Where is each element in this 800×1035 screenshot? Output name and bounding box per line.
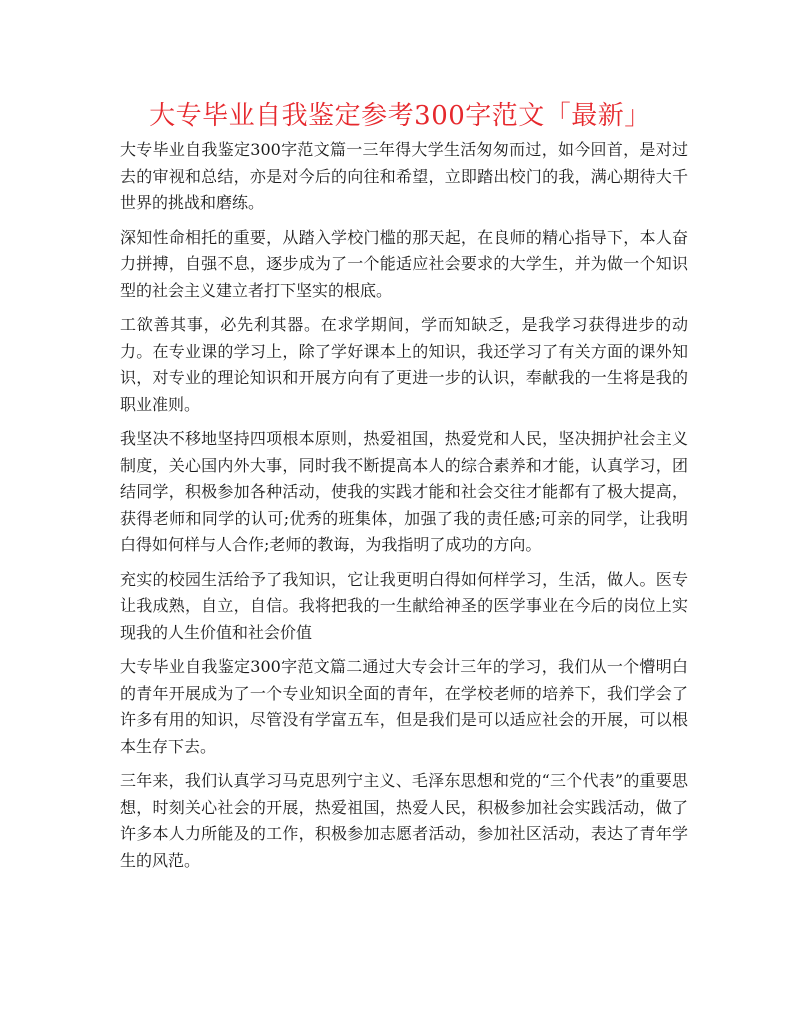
paragraph-4: 我坚决不移地坚持四项根本原则，热爱祖国，热爱党和人民，坚决拥护社会主义制度，关心国内外大事，同时我不断提高本人的综合素养和才能，认真学习，团结同学，积极参加各种活动，使我的实践才能和社会交往才能都有了极大提高，获得老师和同学的认可;优秀的班集体，加强了我的责任感;可亲的同学，让我明白得如何样与人合作;老师的教诲，为我指明了成功的方向。: [120, 429, 688, 554]
paragraph-6: 大专毕业自我鉴定300字范文篇二通过大专会计三年的学习，我们从一个懵明白的青年开展成为了一个专业知识全面的青年，在学校老师的培养下，我们学会了许多有用的知识，尽管没有学富五车，但是我们是可以适应社会的开展，可以根本生存下去。: [120, 657, 688, 756]
paragraph-3: 工欲善其事，必先利其器。在求学期间，学而知缺乏，是我学习获得进步的动力。在专业课的学习上，除了学好课本上的知识，我还学习了有关方面的课外知识，对专业的理论知识和开展方向有了更进一步的认识，奉献我的一生将是我的职业准则。: [120, 315, 688, 414]
paragraph-5: 充实的校园生活给予了我知识，它让我更明白得如何样学习，生活，做人。医专让我成熟，自立，自信。我将把我的一生献给神圣的医学事业在今后的岗位上实现我的人生价值和社会价值: [120, 569, 688, 642]
document-title: 大专毕业自我鉴定参考300字范文「最新」: [149, 101, 651, 131]
paragraph-7: 三年来，我们认真学习马克思列宁主义、毛泽东思想和党的“三个代表”的重要思想，时刻关心社会的开展，热爱祖国，热爱人民，积极参加社会实践活动，做了许多本人力所能及的工作，积极参加志愿者活动，参加社区活动，表达了青年学生的风范。: [120, 771, 688, 870]
paragraph-2: 深知性命相托的重要，从踏入学校门槛的那天起，在良师的精心指导下，本人奋力拼搏，自强不息，逐步成为了一个能适应社会要求的大学生，并为做一个知识型的社会主义建立者打下坚实的根底。: [120, 227, 688, 300]
paragraph-1: 大专毕业自我鉴定300字范文篇一三年得大学生活匆匆而过，如今回首，是对过去的审视和总结，亦是对今后的向往和希望，立即踏出校门的我，满心期待大千世界的挑战和磨练。: [120, 140, 688, 212]
document-body: [120, 137, 688, 882]
